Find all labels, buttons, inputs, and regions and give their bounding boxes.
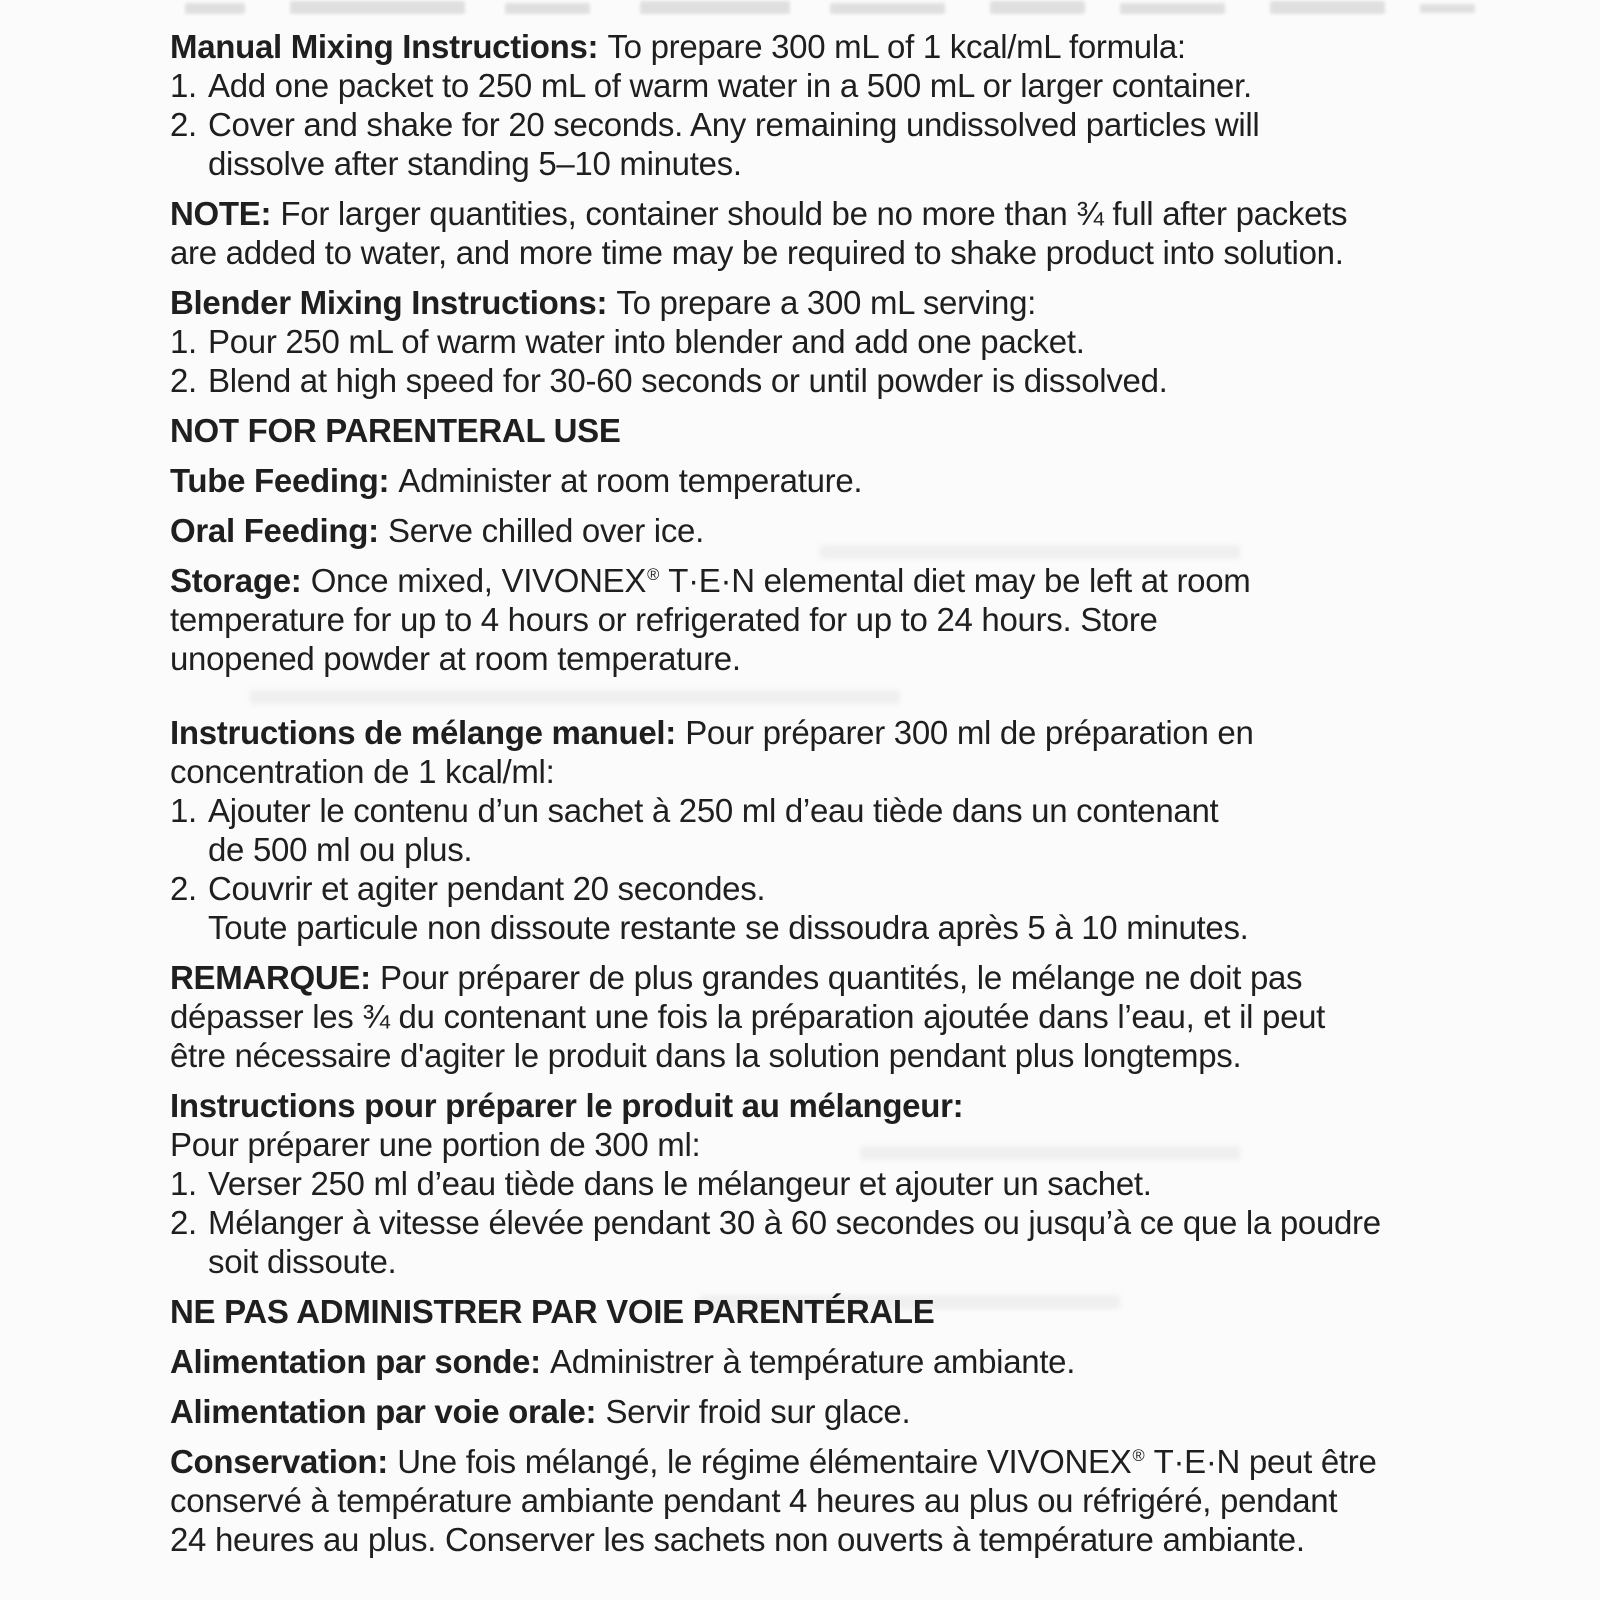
paragraph-line [170, 1086, 1600, 1125]
paragraph-text: To prepare a 300 mL serving: [616, 284, 1036, 321]
paragraph-text: To prepare 300 mL of 1 kcal/mL formula: [607, 28, 1186, 65]
fr-tube-feeding [170, 1342, 1600, 1381]
note [170, 194, 1600, 272]
storage [170, 561, 1600, 678]
bold-lead: NE PAS ADMINISTRER PAR VOIE PARENTÉRALE [170, 1293, 935, 1330]
fr-manual-step-2 [170, 869, 1600, 947]
fr-not-parenteral [170, 1292, 1600, 1331]
paragraph-text: Servir froid sur glace. [605, 1393, 911, 1430]
paragraph-line: dépasser les ¾ du contenant une fois la préparation ajoutée dans l’eau, et il peut [170, 998, 1326, 1035]
paragraph-text: Pour préparer une portion de 300 ml: [170, 1126, 701, 1163]
step-line: Ajouter le contenu d’un sachet à 250 ml d’eau tiède dans un contenant [208, 792, 1219, 829]
paragraph-text: Serve chilled over ice. [388, 512, 704, 549]
paragraph-line [170, 511, 1600, 550]
paragraph-line: être nécessaire d'agiter le produit dans la solution pendant plus longtemps. [170, 1037, 1242, 1074]
step-line: Add one packet to 250 mL of warm water in a 500 mL or larger container. [208, 67, 1252, 104]
oral-feeding [170, 511, 1600, 550]
bold-lead: Storage: [170, 562, 302, 599]
bold-lead: Conservation: [170, 1443, 388, 1480]
step-number: 2. [170, 870, 197, 907]
step-number: 1. [170, 67, 197, 104]
fr-manual-mixing-heading [170, 713, 1600, 791]
paragraph-text: For larger quantities, container should be no more than ¾ full after packets [280, 195, 1348, 232]
paragraph-line [170, 958, 1600, 997]
paragraph-line [170, 1292, 1600, 1331]
bold-lead: Tube Feeding: [170, 462, 390, 499]
bold-lead: NOT FOR PARENTERAL USE [170, 412, 621, 449]
bold-lead: Alimentation par sonde: [170, 1343, 541, 1380]
step-number: 2. [170, 1204, 197, 1241]
manual-mixing-heading [170, 27, 1600, 66]
fr-manual-step-1 [170, 791, 1600, 869]
step-line: Cover and shake for 20 seconds. Any remaining undissolved particles will [208, 106, 1260, 143]
bold-lead: Instructions de mélange manuel: [170, 714, 676, 751]
paragraph-line: temperature for up to 4 hours or refrigerated for up to 24 hours. Store [170, 601, 1158, 638]
paragraph-line [170, 1125, 1600, 1164]
bold-lead: Oral Feeding: [170, 512, 379, 549]
not-for-parenteral-use [170, 411, 1600, 450]
manual-step-2 [170, 105, 1600, 183]
paragraph-line [170, 283, 1600, 322]
paragraph-text: Administer at room temperature. [398, 462, 863, 499]
paragraph-line [170, 1342, 1600, 1381]
paragraph-line [170, 194, 1600, 233]
bold-lead: REMARQUE: [170, 959, 371, 996]
remarque [170, 958, 1600, 1075]
tube-feeding [170, 461, 1600, 500]
step-line: Mélanger à vitesse élevée pendant 30 à 60 secondes ou jusqu’à ce que la poudre [208, 1204, 1381, 1241]
bold-lead: Alimentation par voie orale: [170, 1393, 597, 1430]
paragraph-line [170, 461, 1600, 500]
paragraph-line: concentration de 1 kcal/ml: [170, 753, 555, 790]
step-line: Blend at high speed for 30-60 seconds or until powder is dissolved. [208, 362, 1168, 399]
step-line: soit dissoute. [208, 1243, 397, 1280]
paragraph-text: Administrer à température ambiante. [550, 1343, 1076, 1380]
registered-mark: ® [1132, 1447, 1145, 1465]
paragraph-text: Pour préparer de plus grandes quantités, le mélange ne doit pas [380, 959, 1303, 996]
fr-blender-step-1 [170, 1164, 1600, 1203]
paragraph-line: conservé à température ambiante pendant 4 heures au plus ou réfrigéré, pendant [170, 1482, 1338, 1519]
bold-lead: Manual Mixing Instructions: [170, 28, 599, 65]
bold-lead: Instructions pour préparer le produit au mélangeur: [170, 1087, 964, 1124]
paragraph-line [170, 713, 1600, 752]
step-line: Verser 250 ml d’eau tiède dans le mélangeur et ajouter un sachet. [208, 1165, 1152, 1202]
step-number: 1. [170, 792, 197, 829]
blender-mixing-heading [170, 283, 1600, 322]
registered-mark: ® [647, 566, 659, 584]
bold-lead: Blender Mixing Instructions: [170, 284, 608, 321]
fr-blender-subheading [170, 1125, 1600, 1164]
fr-blender-step-2 [170, 1203, 1600, 1281]
manual-step-1 [170, 66, 1600, 105]
fr-oral-feeding [170, 1392, 1600, 1431]
step-number: 1. [170, 323, 197, 360]
paragraph-line: are added to water, and more time may be required to shake product into solution. [170, 234, 1344, 271]
paragraph-line: unopened powder at room temperature. [170, 640, 741, 677]
paragraph-line: 24 heures au plus. Conserver les sachets non ouverts à température ambiante. [170, 1521, 1305, 1558]
paragraph-line [170, 561, 1600, 600]
paragraph-line [170, 411, 1600, 450]
paragraph-line [170, 27, 1600, 66]
fr-conservation [170, 1442, 1600, 1559]
rich-text-line: Once mixed, VIVONEX® T·E·N elemental diet may be left at room [310, 562, 1251, 599]
bold-lead: NOTE: [170, 195, 272, 232]
step-number: 2. [170, 106, 197, 143]
paragraph-text: Pour préparer 300 ml de préparation en [685, 714, 1254, 751]
step-line: de 500 ml ou plus. [208, 831, 473, 868]
blender-step-1 [170, 322, 1600, 361]
step-line: dissolve after standing 5–10 minutes. [208, 145, 742, 182]
step-line: Couvrir et agiter pendant 20 secondes. [208, 870, 766, 907]
step-number: 2. [170, 362, 197, 399]
step-line: Toute particule non dissoute restante se dissoudra après 5 à 10 minutes. [208, 909, 1249, 946]
blender-step-2 [170, 361, 1600, 400]
step-line: Pour 250 mL of warm water into blender and add one packet. [208, 323, 1085, 360]
paragraph-line [170, 1442, 1600, 1481]
rich-text-line: Une fois mélangé, le régime élémentaire VIVONEX® T·E·N peut être [397, 1443, 1377, 1480]
fr-blender-heading [170, 1086, 1600, 1125]
paragraph-line [170, 1392, 1600, 1431]
step-number: 1. [170, 1165, 197, 1202]
